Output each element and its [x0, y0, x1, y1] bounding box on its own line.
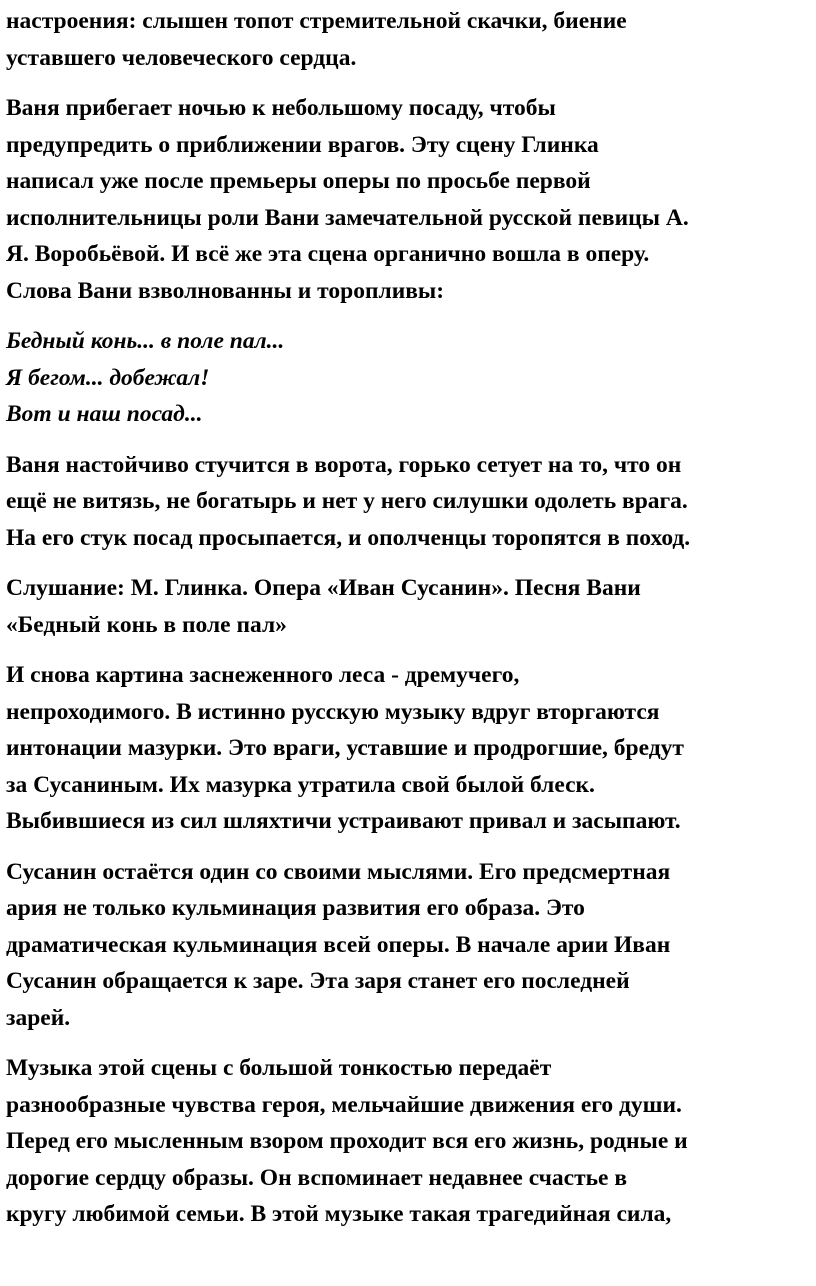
- text-line: предупредить о приближении врагов. Эту сцену Глинка: [6, 131, 599, 158]
- text-line: На его стук посад просыпается, и ополченцы торопятся в поход.: [6, 524, 691, 551]
- text-line: Ваня настойчиво стучится в ворота, горько сетует на то, что он: [6, 451, 682, 478]
- text-line: Ваня прибегает ночью к небольшому посаду, чтобы: [6, 95, 556, 121]
- text-line: И снова картина заснеженного леса - дремучего,: [6, 662, 520, 688]
- text-line: настроения: слышен топот стремительной скачки, биение: [6, 8, 627, 34]
- text-line: зарей.: [6, 1004, 71, 1031]
- text-line: Сусанин обращается к заре. Эта заря станет его последней: [6, 968, 630, 994]
- paragraph-vanya-arrives: [6, 90, 814, 309]
- quote-line: Я бегом... добежал!: [6, 364, 210, 391]
- text-line: Я. Воробьёвой. И всё же эта сцена органично вошла в оперу.: [6, 241, 650, 267]
- text-line: исполнительницы роли Вани замечательной русской певицы А.: [6, 204, 689, 231]
- text-line: ария не только кульминация развития его образа. Это: [6, 895, 585, 921]
- text-line: непроходимого. В истинно русскую музыку вдруг вторгаются: [6, 698, 660, 725]
- text-line: уставшего человеческого сердца.: [6, 44, 357, 71]
- quote-line: Бедный конь... в поле пал...: [6, 328, 285, 354]
- quote-vanya-words: [6, 323, 814, 433]
- text-line: Выбившиеся из сил шляхтичи устраивают привал и засыпают.: [6, 808, 681, 834]
- text-line: ещё не витязь, не богатырь и нет у него силушки одолеть врага.: [6, 488, 688, 514]
- text-line: Перед его мысленным взором проходит вся его жизнь, родные и: [6, 1128, 688, 1154]
- text-line: дорогие сердцу образы. Он вспоминает недавнее счастье в: [6, 1164, 628, 1191]
- text-line: Слушание: М. Глинка. Опера «Иван Сусанин». Песня Вани: [6, 575, 641, 601]
- paragraph-intro-fragment: [6, 3, 814, 76]
- paragraph-forest-mazurka: [6, 657, 814, 840]
- text-line: за Сусаниным. Их мазурка утратила свой былой блеск.: [6, 771, 595, 798]
- paragraph-vanya-knocks: [6, 447, 814, 557]
- text-line: разнообразные чувства героя, мельчайшие движения его души.: [6, 1091, 682, 1118]
- text-line: «Бедный конь в поле пал»: [6, 611, 287, 638]
- text-line: драматическая кульминация всей оперы. В начале арии Иван: [6, 931, 671, 958]
- document-page: [6, 3, 814, 1247]
- paragraph-susanin-aria: [6, 854, 814, 1037]
- text-line: Слова Вани взволнованны и торопливы:: [6, 277, 445, 304]
- quote-line: Вот и наш посад...: [6, 401, 203, 427]
- text-line: кругу любимой семьи. В этой музыке такая трагедийная сила,: [6, 1201, 672, 1227]
- text-line: интонации мазурки. Это враги, уставшие и продрогшие, бредут: [6, 735, 684, 761]
- text-line: написал уже после премьеры оперы по просьбе первой: [6, 168, 591, 194]
- paragraph-listening: [6, 570, 814, 643]
- paragraph-music-scene: [6, 1050, 814, 1233]
- text-line: Сусанин остаётся один со своими мыслями. Его предсмертная: [6, 858, 671, 885]
- text-line: Музыка этой сцены с большой тонкостью передаёт: [6, 1055, 552, 1081]
